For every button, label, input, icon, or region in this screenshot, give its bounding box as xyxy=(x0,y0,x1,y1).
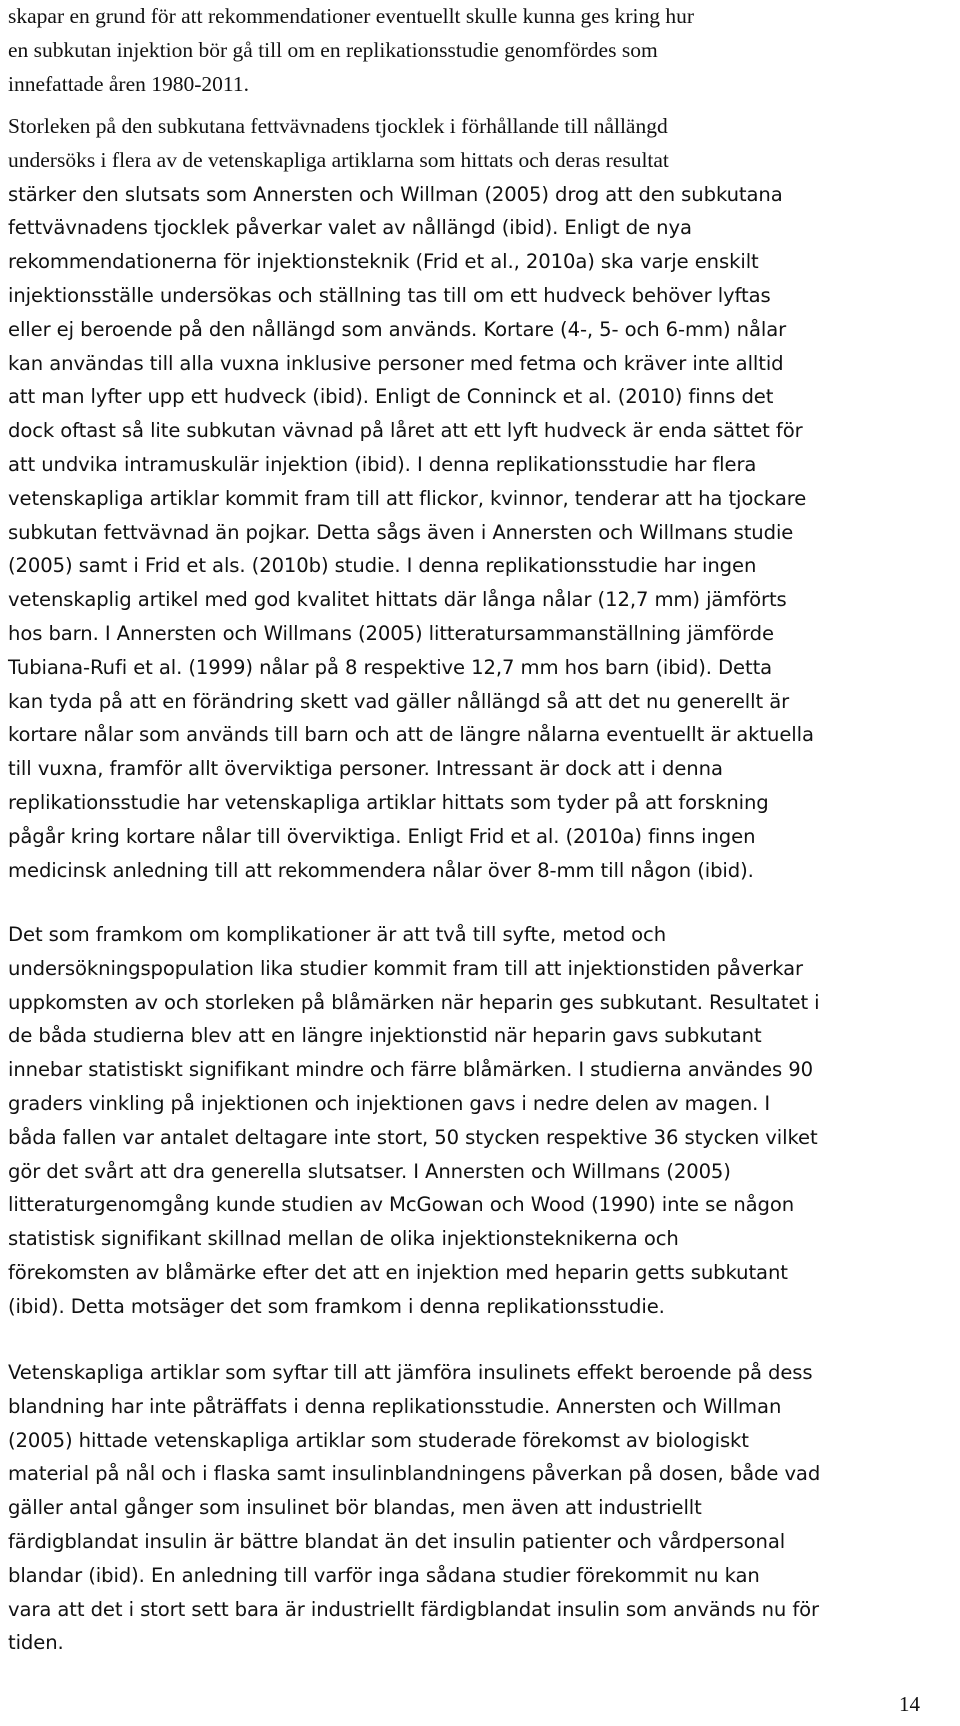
text-line: Tubiana-Rufi et al. (1999) nålar på 8 respektive 12,7 mm hos barn (ibid). Detta xyxy=(8,655,773,679)
paragraph-3 xyxy=(8,918,820,1324)
text-line: kan användas till alla vuxna inklusive personer med fetma och kräver inte alltid xyxy=(8,351,784,375)
text-line: innebar statistiskt signifikant mindre och färre blåmärken. I studierna användes 90 xyxy=(8,1058,813,1082)
text-line: stärker den slutsats som Annersten och Willman (2005) drog att den subkutana xyxy=(8,182,783,206)
text-line: (2005) hittade vetenskapliga artiklar som studerade förekomst av biologiskt xyxy=(8,1428,749,1452)
text-line: medicinsk anledning till att rekommendera nålar över 8-mm till någon (ibid). xyxy=(8,858,754,882)
text-line: blandning har inte påträffats i denna replikationsstudie. Annersten och Willman xyxy=(8,1394,782,1418)
text-line: gäller antal gånger som insulinet bör blandas, men även att industriellt xyxy=(8,1496,702,1520)
text-line: innefattade åren 1980-2011. xyxy=(8,71,249,96)
text-line: kan tyda på att en förändring skett vad gäller nållängd så att det nu generellt är xyxy=(8,689,790,713)
text-line: Det som framkom om komplikationer är att två till syfte, metod och xyxy=(8,923,667,946)
text-line: färdigblandat insulin är bättre blandat än det insulin patienter och vårdpersonal xyxy=(8,1529,786,1553)
text-line: kortare nålar som används till barn och att de längre nålarna eventuellt är aktuella xyxy=(8,723,814,747)
text-line: statistisk signifikant skillnad mellan de olika injektionsteknikerna och xyxy=(8,1227,679,1251)
text-line: skapar en grund för att rekommendationer eventuellt skulle kunna ges kring hur xyxy=(8,4,695,28)
text-line: (2005) samt i Frid et als. (2010b) studie. I denna replikationsstudie har ingen xyxy=(8,554,757,578)
text-line: till vuxna, framför allt överviktiga personer. Intressant är dock att i denna xyxy=(8,757,723,781)
page-number: 14 xyxy=(899,1692,920,1716)
text-line: eller ej beroende på den nållängd som används. Kortare (4-, 5- och 6-mm) nålar xyxy=(8,317,787,341)
text-line: material på nål och i flaska samt insulinblandningens påverkan på dosen, både vad xyxy=(8,1462,821,1486)
paragraph-2 xyxy=(8,110,814,887)
text-line: graders vinkling på injektionen och injektionen gavs i nedre delen av magen. I xyxy=(8,1091,771,1115)
text-line: båda fallen var antalet deltagare inte stort, 50 stycken respektive 36 stycken vilket xyxy=(8,1125,818,1149)
text-line: subkutan fettvävnad än pojkar. Detta sågs även i Annersten och Willmans studie xyxy=(8,520,794,544)
text-line: förekomsten av blåmärke efter det att en injektion med heparin getts subkutant xyxy=(8,1260,788,1284)
text-line: fettvävnadens tjocklek påverkar valet av nållängd (ibid). Enligt de nya xyxy=(8,216,692,240)
text-line: undersöks i flera av de vetenskapliga artiklarna som hittats och deras resultat xyxy=(8,147,669,172)
text-line: dock oftast så lite subkutan vävnad på låret att ett lyft hudveck är enda sättet för xyxy=(8,419,803,443)
text-line: vetenskapliga artiklar kommit fram till att flickor, kvinnor, tenderar att ha tjockare xyxy=(8,486,807,510)
text-line: att undvika intramuskulär injektion (ibid). I denna replikationsstudie har flera xyxy=(8,452,757,476)
paragraph-4 xyxy=(8,1356,820,1660)
text-line: pågår kring kortare nålar till överviktiga. Enligt Frid et al. (2010a) finns ingen xyxy=(8,824,756,848)
text-line: vetenskaplig artikel med god kvalitet hittats där långa nålar (12,7 mm) jämförts xyxy=(8,588,787,612)
text-line: vara att det i stort sett bara är industriellt färdigblandat insulin som används nu för xyxy=(8,1597,820,1621)
text-line: replikationsstudie har vetenskapliga artiklar hittats som tyder på att forskning xyxy=(8,790,769,814)
text-line: undersökningspopulation lika studier kommit fram till att injektionstiden påverkar xyxy=(8,956,804,980)
text-line: Vetenskapliga artiklar som syftar till att jämföra insulinets effekt beroende på dess xyxy=(8,1361,813,1384)
paragraph-1 xyxy=(8,0,694,101)
text-line: rekommendationerna för injektionsteknik (Frid et al., 2010a) ska varje enskilt xyxy=(8,250,759,274)
text-line: (ibid). Detta motsäger det som framkom i denna replikationsstudie. xyxy=(8,1294,665,1318)
text-line: gör det svårt att dra generella slutsatser. I Annersten och Willmans (2005) xyxy=(8,1159,731,1183)
text-line: en subkutan injektion bör gå till om en replikationsstudie genomfördes som xyxy=(8,37,658,62)
text-line: Storleken på den subkutana fettvävnadens tjocklek i förhållande till nållängd xyxy=(8,114,668,138)
text-line: litteraturgenomgång kunde studien av McGowan och Wood (1990) inte se någon xyxy=(8,1193,795,1217)
text-line: uppkomsten av och storleken på blåmärken när heparin ges subkutant. Resultatet i xyxy=(8,990,820,1014)
text-line: tiden. xyxy=(8,1631,64,1655)
text-line: injektionsställe undersökas och ställning tas till om ett hudveck behöver lyftas xyxy=(8,283,771,307)
text-line: de båda studierna blev att en längre injektionstid när heparin gavs subkutant xyxy=(8,1024,762,1048)
text-line: blandar (ibid). En anledning till varför inga sådana studier förekommit nu kan xyxy=(8,1563,760,1587)
text-line: att man lyfter upp ett hudveck (ibid). Enligt de Conninck et al. (2010) finns det xyxy=(8,385,774,409)
text-line: hos barn. I Annersten och Willmans (2005) litteratursammanställning jämförde xyxy=(8,621,774,645)
